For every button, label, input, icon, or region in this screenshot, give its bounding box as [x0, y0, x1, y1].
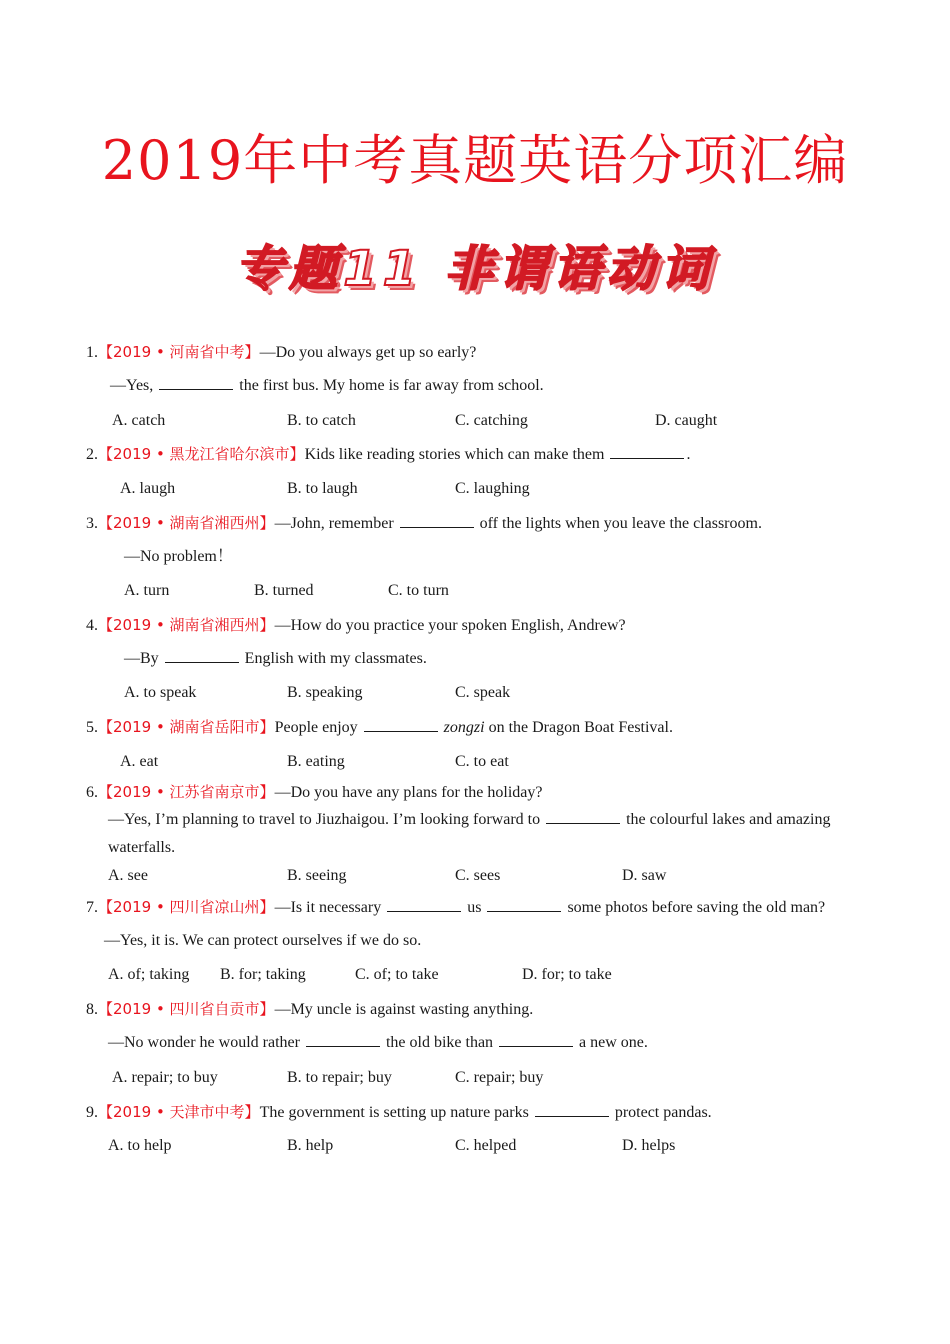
option: A. repair; to buy	[112, 1069, 218, 1086]
answer-blank	[546, 809, 620, 824]
option: B. turned	[254, 582, 314, 599]
answer-blank	[159, 375, 233, 390]
option: C. of; to take	[355, 966, 439, 983]
answer-blank	[487, 897, 561, 912]
question-4-stem: 4.【2019 • 湖南省湘西州】—How do you practice your spoken English, Andrew?	[86, 616, 626, 634]
question-1-stem: 1.【2019 • 河南省中考】—Do you always get up so early?	[86, 343, 477, 361]
question-2-stem: 2.【2019 • 黑龙江省哈尔滨市】Kids like reading stories which can make them .	[86, 445, 691, 463]
question-9-stem: 9.【2019 • 天津市中考】The government is setting up nature parks protect pandas.	[86, 1103, 712, 1121]
option: D. caught	[655, 412, 718, 429]
page-title: 2019年中考真题英语分项汇编	[101, 129, 849, 192]
question-6-stem: 6.【2019 • 江苏省南京市】—Do you have any plans for the holiday?	[86, 783, 543, 801]
question-4-reply: —By English with my classmates.	[124, 650, 427, 667]
option: A. laugh	[120, 480, 176, 497]
option: C. to eat	[455, 753, 509, 770]
answer-blank	[610, 444, 684, 459]
question-8-reply: —No wonder he would rather the old bike than a new one.	[108, 1034, 648, 1051]
option: C. sees	[455, 867, 501, 884]
question-source: 【2019 • 四川省凉山州】	[98, 898, 275, 916]
option: B. seeing	[287, 867, 347, 884]
option: B. speaking	[287, 684, 363, 701]
option: C. laughing	[455, 480, 530, 497]
option: C. to turn	[388, 582, 449, 599]
option: A. see	[108, 867, 148, 884]
page-subtitle: 专题11 非谓语动词	[235, 241, 715, 297]
answer-blank	[364, 717, 438, 732]
question-source: 【2019 • 湖南省岳阳市】	[98, 718, 275, 736]
option: D. helps	[622, 1137, 676, 1154]
option: A. eat	[120, 753, 159, 770]
answer-blank	[499, 1032, 573, 1047]
question-6-reply-cont: waterfalls.	[108, 839, 176, 856]
option: D. for; to take	[522, 966, 612, 983]
option: B. to catch	[287, 412, 356, 429]
option: C. speak	[455, 684, 511, 701]
question-3-stem: 3.【2019 • 湖南省湘西州】—John, remember off the lights when you leave the classroom.	[86, 514, 762, 532]
question-source: 【2019 • 黑龙江省哈尔滨市】	[98, 445, 305, 463]
answer-blank	[306, 1032, 380, 1047]
question-7-reply: —Yes, it is. We can protect ourselves if we do so.	[104, 932, 422, 949]
question-source: 【2019 • 湖南省湘西州】	[98, 514, 275, 532]
option: C. repair; buy	[455, 1069, 544, 1086]
question-7-stem: 7.【2019 • 四川省凉山州】—Is it necessary us some photos before saving the old man?	[86, 898, 826, 916]
question-6-reply: —Yes, I’m planning to travel to Jiuzhaigou. I’m looking forward to the colourful lakes and amazing	[108, 811, 831, 828]
option: A. to speak	[124, 684, 197, 701]
option: B. eating	[287, 753, 345, 770]
answer-blank	[387, 897, 461, 912]
option: D. saw	[622, 867, 667, 884]
option: A. of; taking	[108, 966, 190, 983]
option: A. to help	[108, 1137, 172, 1154]
option: B. to laugh	[287, 480, 358, 497]
question-source: 【2019 • 湖南省湘西州】	[98, 616, 275, 634]
option: A. catch	[112, 412, 166, 429]
question-source: 【2019 • 河南省中考】	[98, 343, 260, 361]
question-source: 【2019 • 四川省自贡市】	[98, 1000, 275, 1018]
option: C. catching	[455, 412, 528, 429]
answer-blank	[400, 513, 474, 528]
question-3-reply: —No problem！	[124, 548, 233, 565]
question-8-stem: 8.【2019 • 四川省自贡市】—My uncle is against wasting anything.	[86, 1000, 534, 1018]
question-source: 【2019 • 江苏省南京市】	[98, 783, 275, 801]
answer-blank	[165, 648, 239, 663]
option: B. for; taking	[220, 966, 306, 983]
answer-blank	[535, 1102, 609, 1117]
option: B. help	[287, 1137, 334, 1154]
question-1-reply: —Yes, the first bus. My home is far away from school.	[110, 377, 544, 394]
question-5-stem: 5.【2019 • 湖南省岳阳市】People enjoy zongzi on the Dragon Boat Festival.	[86, 718, 673, 736]
option: B. to repair; buy	[287, 1069, 392, 1086]
option: A. turn	[124, 582, 170, 599]
question-source: 【2019 • 天津市中考】	[98, 1103, 260, 1121]
option: C. helped	[455, 1137, 517, 1154]
